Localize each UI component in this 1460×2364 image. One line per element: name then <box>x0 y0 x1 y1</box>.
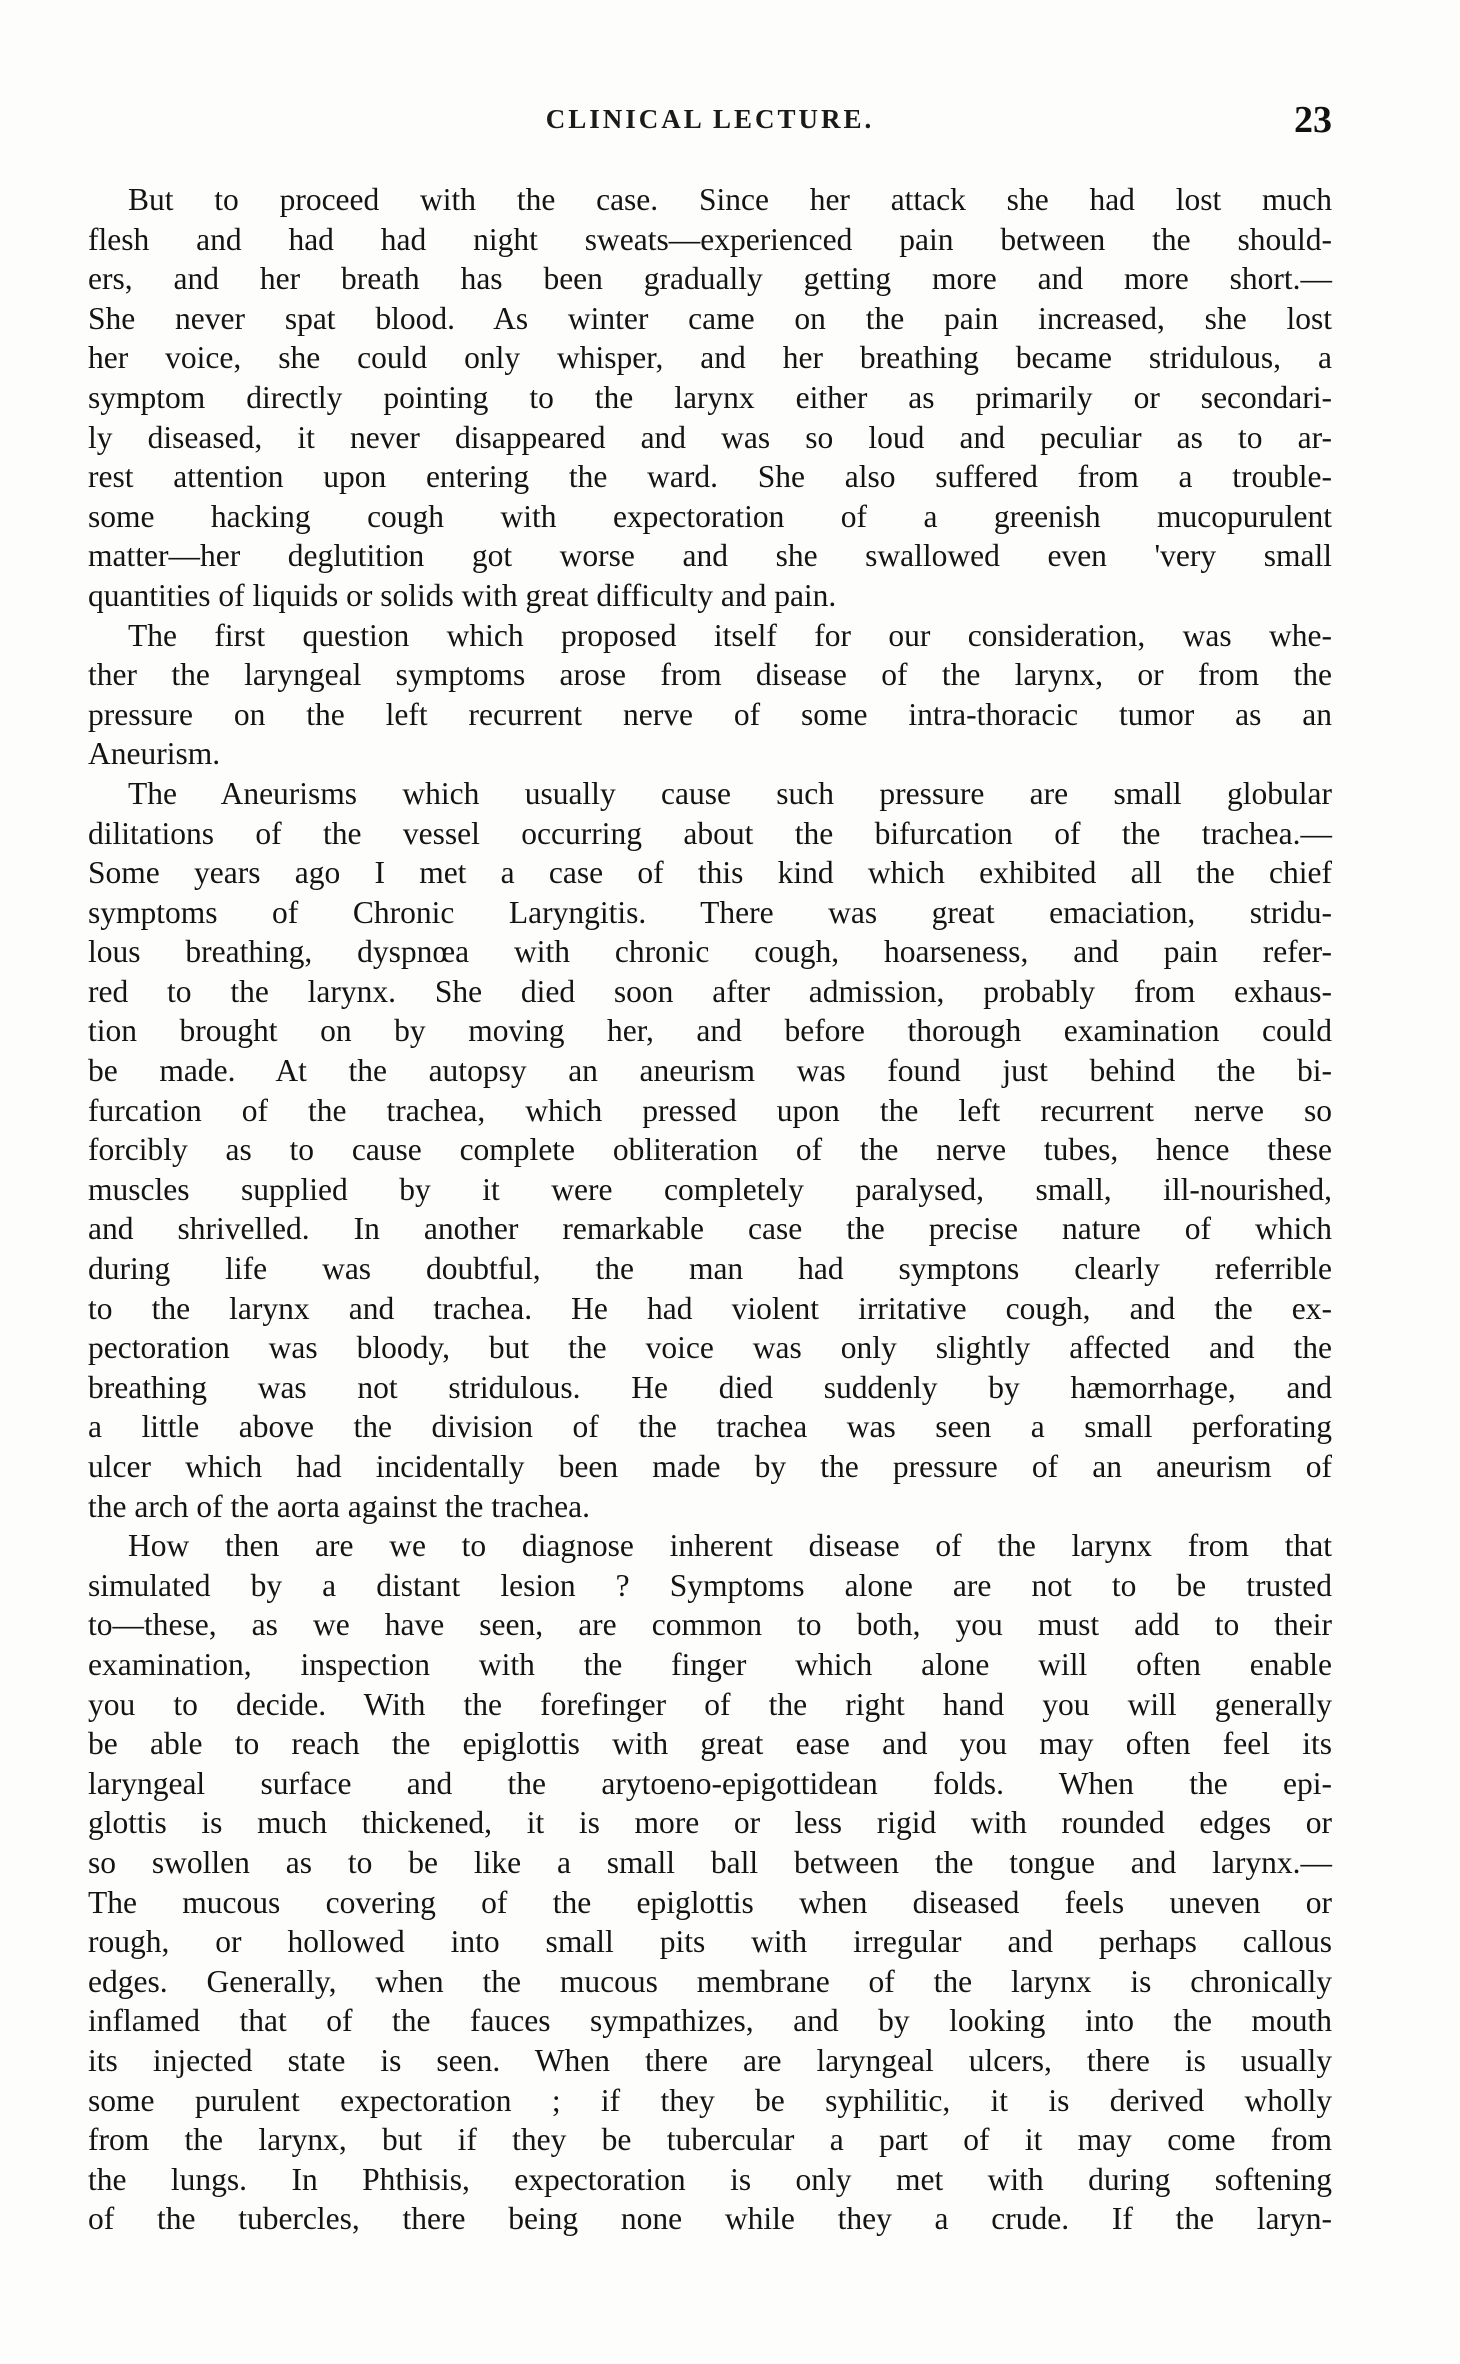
text-line: ers, and her breath has been gradually getting more and more short.— <box>88 261 1332 297</box>
text-line: the arch of the aorta against the trachea. <box>88 1488 590 1524</box>
text-line: from the larynx, but if they be tubercular a part of it may come from <box>88 2122 1332 2158</box>
text-line: the lungs. In Phthisis, expectoration is only met with during softening <box>88 2161 1332 2197</box>
text-line: quantities of liquids or solids with great difficulty and pain. <box>88 577 837 613</box>
text-line: laryngeal surface and the arytoeno-epigottidean folds. When the epi- <box>88 1765 1332 1801</box>
text-line: and shrivelled. In another remarkable case the precise nature of which <box>88 1211 1332 1247</box>
text-line: to the larynx and trachea. He had violent irritative cough, and the ex- <box>88 1290 1332 1326</box>
text-line: its injected state is seen. When there are laryngeal ulcers, there is usually <box>88 2042 1332 2078</box>
text-line: rest attention upon entering the ward. She also suffered from a trouble- <box>88 459 1332 495</box>
text-line: furcation of the trachea, which pressed upon the left recurrent nerve so <box>88 1092 1332 1128</box>
text-line: The first question which proposed itself for our consideration, was whe- <box>128 617 1332 653</box>
text-line: rough, or hollowed into small pits with irregular and perhaps callous <box>88 1924 1332 1960</box>
text-line: symptom directly pointing to the larynx either as primarily or secondari- <box>88 379 1332 415</box>
text-line: forcibly as to cause complete obliteration of the nerve tubes, hence these <box>88 1132 1332 1168</box>
text-line: muscles supplied by it were completely paralysed, small, ill-nourished, <box>88 1171 1332 1207</box>
text-line: symptoms of Chronic Laryngitis. There was great emaciation, stridu- <box>88 894 1332 930</box>
text-line: simulated by a distant lesion ? Symptoms alone are not to be trusted <box>88 1567 1332 1603</box>
text-line: dilitations of the vessel occurring about the bifurcation of the trachea.— <box>88 815 1332 851</box>
text-line: She never spat blood. As winter came on the pain increased, she lost <box>88 300 1332 336</box>
text-line: The mucous covering of the epiglottis when diseased feels uneven or <box>88 1884 1332 1920</box>
text-line: Aneurism. <box>88 736 221 772</box>
page-number: 23 <box>1294 99 1332 141</box>
text-line: matter—her deglutition got worse and she swallowed even 'very small <box>88 538 1332 574</box>
text-line: The Aneurisms which usually cause such pressure are small globular <box>128 775 1332 811</box>
text-line: of the tubercles, there being none while they a crude. If the laryn- <box>88 2201 1332 2237</box>
text-line: a little above the division of the trachea was seen a small perforating <box>88 1409 1332 1445</box>
text-line: you to decide. With the forefinger of the right hand you will generally <box>88 1686 1332 1722</box>
text-line: her voice, she could only whisper, and her breathing became stridulous, a <box>88 340 1332 376</box>
text-line: pressure on the left recurrent nerve of some intra-thoracic tumor as an <box>88 696 1332 732</box>
text-line: ly diseased, it never disappeared and was so loud and peculiar as to ar- <box>88 419 1332 455</box>
running-title: CLINICAL LECTURE. <box>545 104 875 134</box>
text-line: Some years ago I met a case of this kind which exhibited all the chief <box>88 855 1332 891</box>
text-line: so swollen as to be like a small ball between the tongue and larynx.— <box>88 1844 1332 1880</box>
text-line: examination, inspection with the finger which alone will often enable <box>88 1646 1332 1682</box>
text-line: during life was doubtful, the man had symptons clearly referrible <box>88 1251 1332 1287</box>
text-line: be made. At the autopsy an aneurism was found just behind the bi- <box>88 1053 1332 1089</box>
text-line: How then are we to diagnose inherent disease of the larynx from that <box>128 1528 1332 1564</box>
text-line: some purulent expectoration ; if they be syphilitic, it is derived wholly <box>88 2082 1332 2118</box>
text-line: lous breathing, dyspnœa with chronic cough, hoarseness, and pain refer- <box>88 934 1332 970</box>
text-line: flesh and had had night sweats—experienced pain between the should- <box>88 221 1332 257</box>
text-line: ther the laryngeal symptoms arose from disease of the larynx, or from the <box>88 657 1332 693</box>
text-line: glottis is much thickened, it is more or less rigid with rounded edges or <box>88 1805 1332 1841</box>
text-line: some hacking cough with expectoration of a greenish mucopurulent <box>88 498 1332 534</box>
body-text <box>88 180 1332 2239</box>
text-line: But to proceed with the case. Since her attack she had lost much <box>128 182 1332 217</box>
text-line: inflamed that of the fauces sympathizes, and by looking into the mouth <box>88 2003 1332 2039</box>
page-header <box>88 98 1332 142</box>
text-line: be able to reach the epiglottis with great ease and you may often feel its <box>88 1726 1332 1762</box>
text-line: tion brought on by moving her, and before thorough examination could <box>88 1013 1332 1049</box>
text-line: to—these, as we have seen, are common to both, you must add to their <box>88 1607 1332 1643</box>
text-line: breathing was not stridulous. He died suddenly by hæmorrhage, and <box>88 1369 1332 1405</box>
text-line: ulcer which had incidentally been made by the pressure of an aneurism of <box>88 1449 1332 1484</box>
text-line: red to the larynx. She died soon after admission, probably from exhaus- <box>88 973 1332 1009</box>
text-line: edges. Generally, when the mucous membrane of the larynx is chronically <box>88 1963 1332 1999</box>
text-line: pectoration was bloody, but the voice was only slightly affected and the <box>88 1330 1332 1366</box>
